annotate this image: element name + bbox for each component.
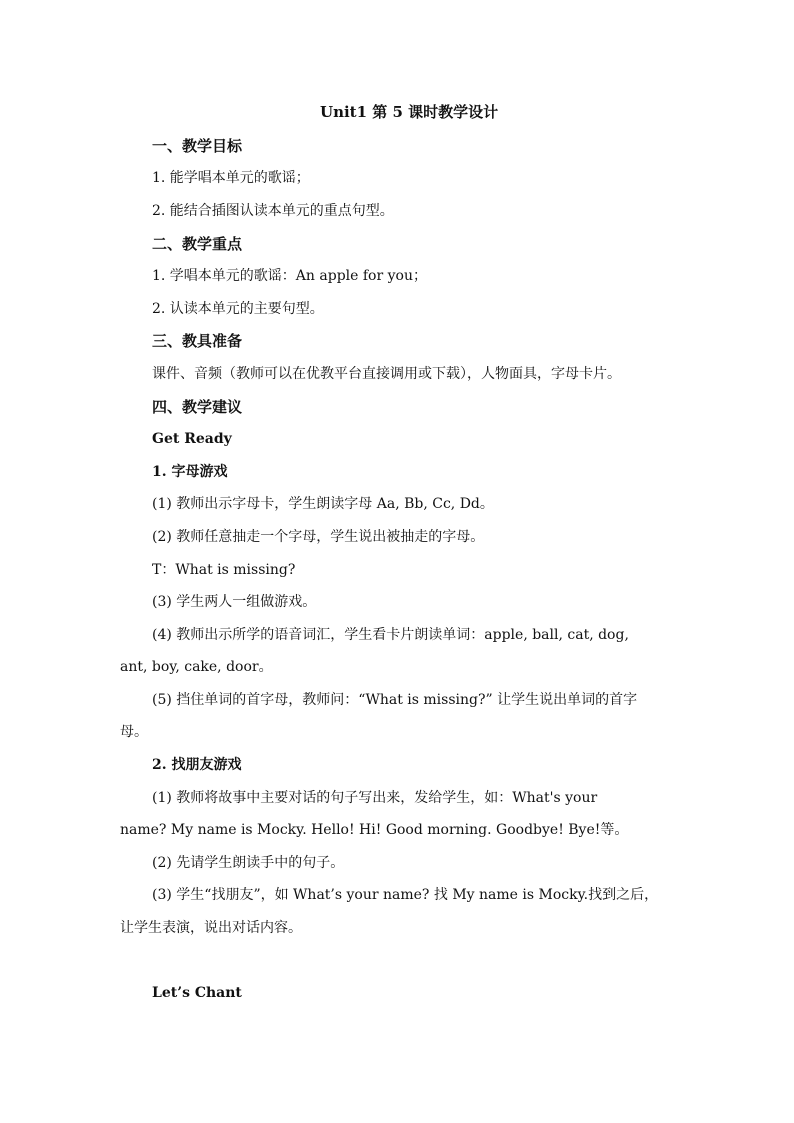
game1-step-5-line1: (5) 挡住单词的首字母，教师问：“What is missing?” 让学生说出单词的首字 [152, 692, 638, 708]
game2-step-3-line1: (3) 学生“找朋友”，如 What’s your name? 找 My name is Mocky.找到之后， [152, 887, 659, 903]
game1-step-4-line2: ant, boy, cake, door。 [120, 659, 273, 675]
section-heading-objectives: 一、教学目标 [152, 137, 243, 155]
game2-title: 2. 找朋友游戏 [152, 757, 242, 773]
game1-step-1: (1) 教师出示字母卡，学生朗读字母 Aa, Bb, Cc, Dd。 [152, 496, 494, 512]
section-heading-suggestions: 四、教学建议 [152, 398, 243, 416]
game1-teacher-line: T：What is missing? [152, 562, 296, 578]
game1-title: 1. 字母游戏 [152, 464, 228, 480]
objective-item-1: 1. 能学唱本单元的歌谣； [152, 170, 310, 186]
game2-step-3-line2: 让学生表演，说出对话内容。 [120, 920, 302, 936]
game1-step-2: (2) 教师任意抽走一个字母，学生说出被抽走的字母。 [152, 529, 485, 545]
key-point-item-1: 1. 学唱本单元的歌谣：An apple for you； [152, 268, 427, 284]
game2-step-1-line2: name? My name is Mocky. Hello! Hi! Good morning. Goodbye! Bye!等。 [120, 822, 629, 838]
page-title: Unit1 第 5 课时教学设计 [320, 103, 499, 121]
game1-step-4-line1: (4) 教师出示所学的语音词汇，学生看卡片朗读单词：apple, ball, cat, dog, [152, 627, 629, 643]
section-heading-materials: 三、教具准备 [152, 332, 243, 350]
game1-step-5-line2: 母。 [120, 724, 148, 740]
get-ready-heading: Get Ready [152, 431, 232, 447]
game1-step-3: (3) 学生两人一组做游戏。 [152, 594, 317, 610]
section-heading-key-points: 二、教学重点 [152, 235, 243, 253]
game2-step-2: (2) 先请学生朗读手中的句子。 [152, 855, 345, 871]
materials-text: 课件、音频（教师可以在优教平台直接调用或下载），人物面具，字母卡片。 [152, 366, 621, 382]
lets-chant-heading: Let’s Chant [152, 985, 242, 1001]
objective-item-2: 2. 能结合插图认读本单元的重点句型。 [152, 203, 394, 219]
game2-step-1-line1: (1) 教师将故事中主要对话的句子写出来，发给学生，如：What's your [152, 790, 598, 806]
key-point-item-2: 2. 认读本单元的主要句型。 [152, 301, 324, 317]
